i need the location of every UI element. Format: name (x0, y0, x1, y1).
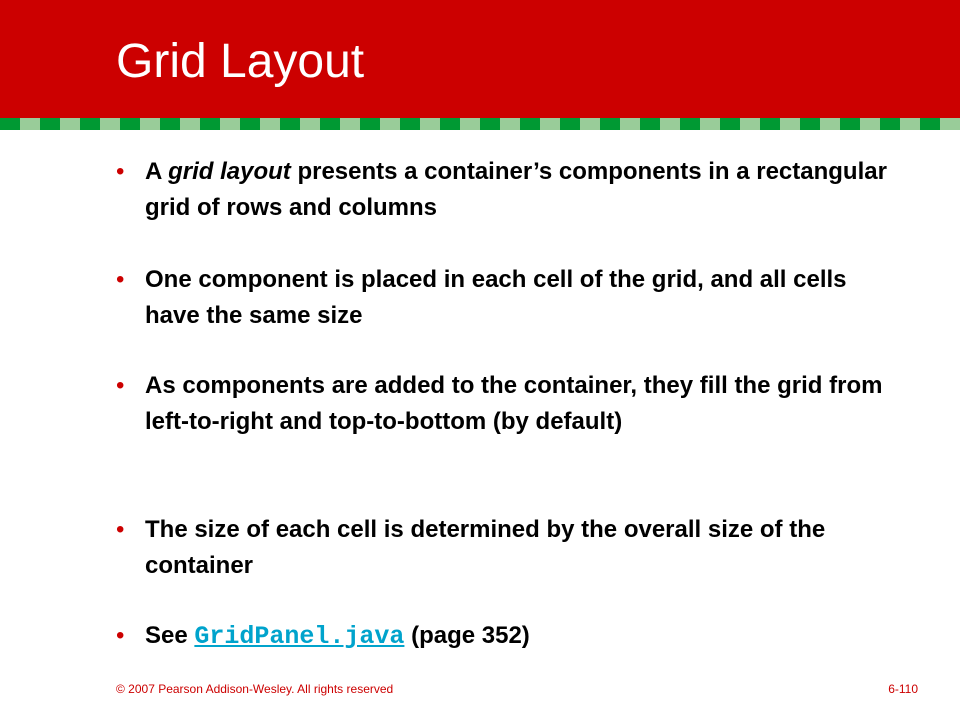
bullet-text: The size of each cell is determined by the overall size of the container (145, 516, 826, 579)
bullet-marker: • (116, 622, 125, 649)
bullet-text: One component is placed in each cell of the grid, and all cells have the same size (145, 266, 847, 329)
bullet-marker: • (116, 158, 125, 185)
bullet-text-part: presents a container’s components in a rectangular grid of rows and columns (145, 158, 887, 221)
bullet-text (145, 154, 906, 226)
page-number: 6-110 (888, 682, 918, 696)
bullet-text (145, 618, 906, 655)
bullet-text-part: A (145, 158, 169, 185)
bullet-marker: • (116, 372, 125, 399)
bullet-item (116, 512, 906, 584)
italic-term: grid layout (168, 158, 291, 185)
bullet-item (116, 618, 906, 655)
bullet-marker: • (116, 516, 125, 543)
bullet-item (116, 368, 906, 440)
bullet-marker: • (116, 266, 125, 293)
bullet-text: As components are added to the container, they fill the grid from left-to-right and top-to-bottom (by default) (145, 372, 883, 435)
copyright-footer: © 2007 Pearson Addison-Wesley. All rights reserved (116, 682, 394, 696)
bullet-item (116, 262, 906, 334)
bullet-text-part: (page 352) (404, 622, 530, 649)
bullet-item (116, 154, 906, 226)
bullet-text-part: See (145, 622, 195, 649)
slide-title: Grid Layout (116, 35, 365, 88)
gridpanel-java-link[interactable]: GridPanel.java (194, 622, 405, 651)
